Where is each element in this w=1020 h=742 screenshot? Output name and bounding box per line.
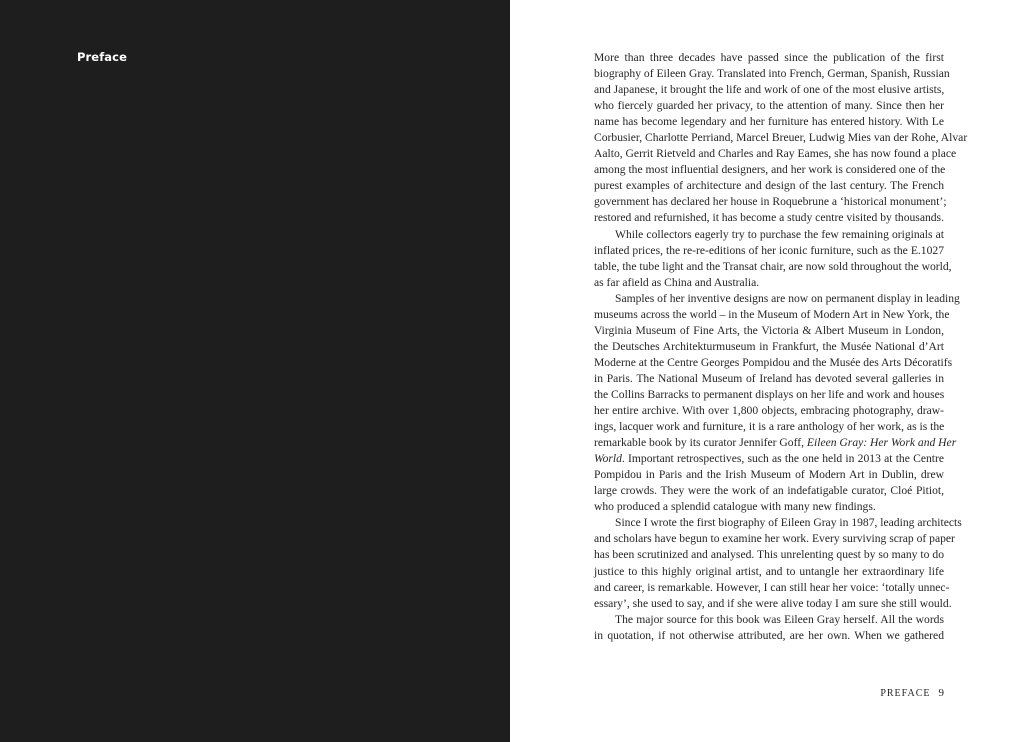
running-footer [880,687,944,699]
book-title-italic: World [594,452,622,466]
text-line: name has become legendary and her furniture has entered history. With Le [594,115,944,129]
body-text [594,50,968,644]
text-line: among the most influential designers, and her work is considered one of the [594,163,946,177]
text-line: in quotation, if not otherwise attributed, are her own. When we gathered [594,628,944,642]
text-fragment: . Important retrospectives, such as the one held in 2013 at the Centre [621,452,944,466]
text-line: as far afield as China and Australia. [594,275,760,289]
text-line: has been scrutinized and analysed. This unrelenting quest by so many to do [594,548,944,562]
text-line: museums across the world – in the Museum of Modern Art in New York, the [594,307,950,321]
text-line-mixed [594,435,957,451]
text-line: While collectors eagerly try to purchase the few remaining originals at [615,227,944,241]
text-line: Virginia Museum of Fine Arts, the Victoria & Albert Museum in London, [594,323,944,337]
book-title-italic: Eileen Gray: Her Work and Her [806,436,957,450]
right-page [510,0,1020,742]
text-line: Aalto, Gerrit Rietveld and Charles and Ray Eames, she has now found a place [594,147,957,161]
text-line: Moderne at the Centre Georges Pompidou and the Musée des Arts Décoratifs [594,355,953,369]
text-line: inflated prices, the re-re-editions of her iconic furniture, such as the E.1027 [594,243,944,257]
text-line: the Collins Barracks to permanent displays on her life and work and houses [594,387,945,401]
text-line: The major source for this book was Eileen Gray herself. All the words [615,612,944,626]
text-line-mixed [594,451,944,467]
text-line: and career, is remarkable. However, I can still hear her voice: ‘totally unnec- [594,580,950,594]
text-line: More than three decades have passed since the publication of the first [594,51,944,64]
text-line: large crowds. They were the work of an indefatigable curator, Cloé Pitiot, [594,484,944,498]
text-line: Pompidou in Paris and the Irish Museum of Modern Art in Dublin, drew [594,468,944,482]
running-footer-label: PREFACE [880,688,931,699]
text-line: Since I wrote the first biography of Eileen Gray in 1987, leading architects [615,516,962,530]
text-line: table, the tube light and the Transat chair, are now sold throughout the world, [594,259,952,273]
section-heading: Preface [77,50,127,64]
text-line: justice to this highly original artist, and to untangle her extraordinary life [594,564,944,578]
text-line: who produced a splendid catalogue with many new findings. [594,500,876,514]
text-fragment: remarkable book by its curator Jennifer Goff, [594,436,807,450]
text-line: and Japanese, it brought the life and work of one of the most elusive artists, [594,83,945,97]
text-line: her entire archive. With over 1,800 objects, embracing photography, draw- [594,404,944,418]
text-line: in Paris. The National Museum of Ireland has devoted several galleries in [594,371,944,385]
text-line: ings, lacquer work and furniture, it is a rare anthology of her work, as is the [594,420,945,434]
text-line: and scholars have begun to examine her work. Every surviving scrap of paper [594,532,955,546]
text-line: essary’, she used to say, and if she were alive today I am sure she still would. [594,596,952,610]
text-line: Samples of her inventive designs are now on permanent display in leading [615,291,960,305]
text-line: the Deutsches Architekturmuseum in Frankfurt, the Musée National d’Art [594,339,944,353]
text-line: who fiercely guarded her privacy, to the attention of many. Since then her [594,99,944,113]
text-line: government has declared her house in Roquebrune a ‘historical monument’; [594,195,947,209]
text-line: Corbusier, Charlotte Perriand, Marcel Breuer, Ludwig Mies van der Rohe, Alvar [594,131,968,145]
text-line: restored and refurnished, it has become a study centre visited by thousands. [594,211,944,225]
text-line: purest examples of architecture and design of the last century. The French [594,179,944,193]
text-line: biography of Eileen Gray. Translated into French, German, Spanish, Russian [594,67,950,81]
page-number: 9 [938,687,944,699]
